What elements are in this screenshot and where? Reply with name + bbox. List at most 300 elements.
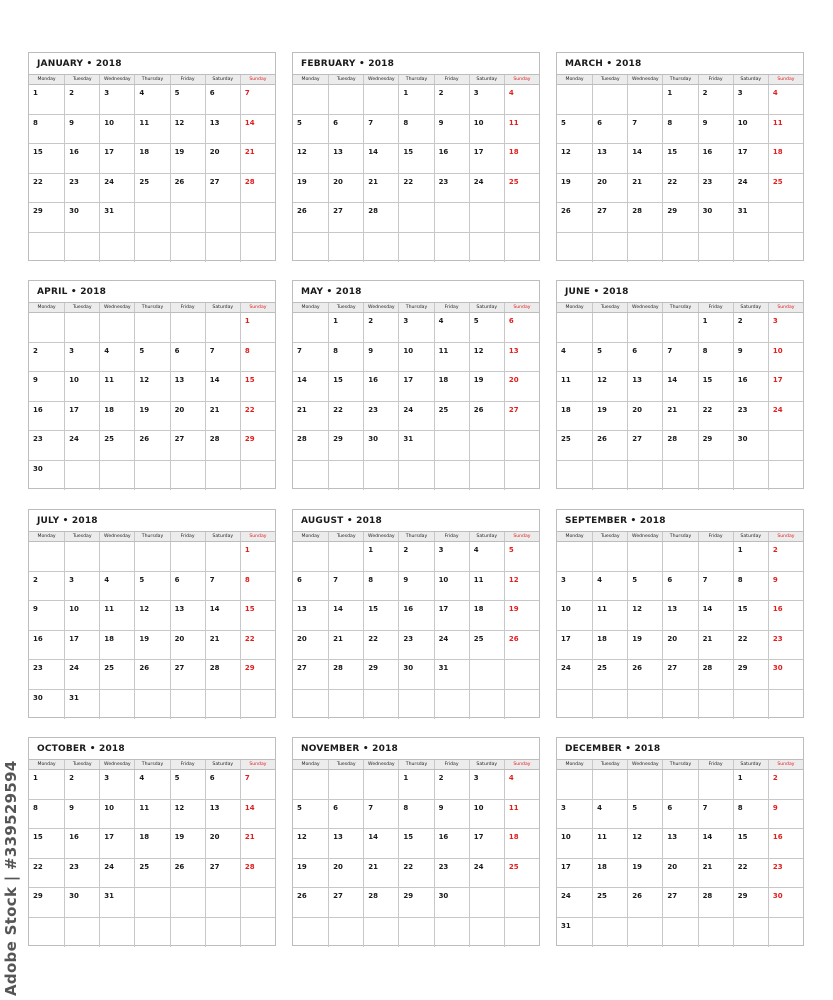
- day-cell: 22: [398, 859, 433, 889]
- day-cell: [328, 461, 363, 491]
- day-cell: 28: [293, 431, 328, 461]
- day-cell: [99, 313, 134, 343]
- day-cell: 31: [64, 690, 99, 720]
- day-cell: [557, 542, 592, 572]
- weekday-label: Sunday: [240, 532, 275, 541]
- day-cell: [557, 461, 592, 491]
- day-grid: [557, 313, 803, 490]
- day-cell: [504, 690, 539, 720]
- day-cell: [698, 770, 733, 800]
- day-cell: [134, 461, 169, 491]
- month-title: MAY • 2018: [301, 287, 362, 297]
- day-cell: [662, 233, 697, 263]
- day-cell: 2: [363, 313, 398, 343]
- day-cell: 16: [733, 372, 768, 402]
- day-cell: 19: [293, 174, 328, 204]
- weekday-label: Friday: [434, 532, 469, 541]
- day-cell: [170, 313, 205, 343]
- day-cell: 11: [557, 372, 592, 402]
- day-cell: 7: [293, 343, 328, 373]
- day-cell: 24: [64, 660, 99, 690]
- day-cell: 30: [733, 431, 768, 461]
- day-cell: [205, 233, 240, 263]
- day-cell: 11: [469, 572, 504, 602]
- day-cell: 13: [205, 800, 240, 830]
- day-cell: [627, 690, 662, 720]
- month-card: [292, 509, 540, 718]
- day-cell: 24: [768, 402, 803, 432]
- day-cell: 8: [363, 572, 398, 602]
- day-cell: 16: [29, 631, 64, 661]
- day-cell: 13: [662, 829, 697, 859]
- day-cell: 16: [64, 829, 99, 859]
- weekday-label: Wednesday: [363, 303, 398, 312]
- weekday-label: Tuesday: [592, 303, 627, 312]
- day-cell: 26: [592, 431, 627, 461]
- day-cell: 18: [434, 372, 469, 402]
- day-cell: 25: [469, 631, 504, 661]
- day-cell: 14: [662, 372, 697, 402]
- weekday-header: [29, 759, 275, 770]
- weekday-label: Tuesday: [328, 532, 363, 541]
- day-cell: 7: [240, 770, 275, 800]
- day-cell: 2: [64, 85, 99, 115]
- day-grid: [293, 313, 539, 490]
- day-cell: 10: [469, 115, 504, 145]
- day-cell: [240, 918, 275, 948]
- day-cell: 23: [363, 402, 398, 432]
- day-cell: 14: [363, 144, 398, 174]
- watermark: Adobe Stock | #339529594: [2, 760, 20, 996]
- day-cell: 12: [170, 800, 205, 830]
- month-title: NOVEMBER • 2018: [301, 744, 399, 754]
- day-cell: 18: [768, 144, 803, 174]
- day-cell: [293, 85, 328, 115]
- day-cell: [434, 690, 469, 720]
- day-cell: 6: [504, 313, 539, 343]
- day-cell: 21: [205, 402, 240, 432]
- day-cell: 2: [29, 572, 64, 602]
- day-cell: 4: [592, 572, 627, 602]
- day-cell: 1: [662, 85, 697, 115]
- day-cell: [504, 431, 539, 461]
- day-cell: 30: [768, 888, 803, 918]
- day-cell: 2: [398, 542, 433, 572]
- day-cell: 21: [662, 402, 697, 432]
- day-cell: 1: [29, 770, 64, 800]
- day-cell: 25: [434, 402, 469, 432]
- weekday-label: Friday: [698, 532, 733, 541]
- day-cell: 7: [363, 800, 398, 830]
- day-cell: 16: [363, 372, 398, 402]
- day-cell: 9: [29, 372, 64, 402]
- weekday-label: Saturday: [469, 75, 504, 84]
- day-cell: 31: [434, 660, 469, 690]
- day-cell: 15: [240, 601, 275, 631]
- weekday-label: Friday: [170, 75, 205, 84]
- day-cell: 9: [434, 115, 469, 145]
- day-cell: [592, 85, 627, 115]
- month-title: SEPTEMBER • 2018: [565, 516, 666, 526]
- day-cell: [698, 690, 733, 720]
- day-cell: [205, 888, 240, 918]
- day-cell: 12: [293, 144, 328, 174]
- weekday-label: Friday: [698, 75, 733, 84]
- day-cell: [293, 313, 328, 343]
- day-cell: 2: [768, 770, 803, 800]
- day-cell: 9: [398, 572, 433, 602]
- day-cell: 28: [205, 431, 240, 461]
- day-cell: 12: [504, 572, 539, 602]
- day-cell: 24: [64, 431, 99, 461]
- day-cell: 10: [469, 800, 504, 830]
- weekday-label: Tuesday: [592, 760, 627, 769]
- day-cell: 29: [240, 431, 275, 461]
- day-cell: [293, 690, 328, 720]
- day-cell: 27: [328, 888, 363, 918]
- weekday-label: Thursday: [134, 303, 169, 312]
- day-cell: 22: [733, 631, 768, 661]
- day-cell: 10: [557, 601, 592, 631]
- day-cell: [64, 542, 99, 572]
- day-cell: 14: [240, 115, 275, 145]
- day-cell: 25: [99, 660, 134, 690]
- day-cell: [469, 660, 504, 690]
- day-cell: 24: [99, 174, 134, 204]
- weekday-label: Saturday: [733, 303, 768, 312]
- day-cell: [434, 918, 469, 948]
- day-cell: 30: [434, 888, 469, 918]
- day-cell: 3: [99, 85, 134, 115]
- weekday-label: Sunday: [768, 303, 803, 312]
- day-cell: [99, 233, 134, 263]
- day-cell: [64, 461, 99, 491]
- day-cell: 7: [205, 343, 240, 373]
- day-cell: 19: [504, 601, 539, 631]
- day-cell: [205, 690, 240, 720]
- day-cell: [557, 313, 592, 343]
- day-cell: 15: [698, 372, 733, 402]
- day-cell: [557, 233, 592, 263]
- day-cell: 14: [363, 829, 398, 859]
- day-cell: 18: [504, 829, 539, 859]
- day-cell: 28: [240, 174, 275, 204]
- day-cell: 22: [733, 859, 768, 889]
- day-cell: 25: [504, 174, 539, 204]
- day-cell: 12: [293, 829, 328, 859]
- day-cell: 5: [293, 115, 328, 145]
- month-card: [292, 280, 540, 489]
- day-cell: 10: [99, 800, 134, 830]
- day-cell: [134, 690, 169, 720]
- day-cell: [662, 542, 697, 572]
- day-cell: [768, 690, 803, 720]
- day-cell: 29: [698, 431, 733, 461]
- day-cell: [469, 918, 504, 948]
- day-cell: 22: [328, 402, 363, 432]
- day-cell: [768, 233, 803, 263]
- day-cell: [733, 233, 768, 263]
- day-cell: [64, 918, 99, 948]
- day-cell: [293, 918, 328, 948]
- month-card: [556, 509, 804, 718]
- day-cell: 17: [64, 402, 99, 432]
- day-cell: 11: [99, 372, 134, 402]
- day-cell: 22: [240, 402, 275, 432]
- weekday-label: Wednesday: [363, 760, 398, 769]
- weekday-label: Saturday: [205, 75, 240, 84]
- weekday-label: Monday: [301, 305, 320, 310]
- day-cell: 1: [240, 542, 275, 572]
- day-grid: [29, 542, 275, 719]
- month-card: [28, 280, 276, 489]
- day-cell: 3: [64, 343, 99, 373]
- day-cell: [240, 203, 275, 233]
- day-cell: 12: [592, 372, 627, 402]
- day-cell: 7: [698, 572, 733, 602]
- day-cell: [469, 461, 504, 491]
- day-cell: 26: [134, 660, 169, 690]
- day-grid: [557, 770, 803, 947]
- day-cell: 24: [733, 174, 768, 204]
- day-cell: 26: [504, 631, 539, 661]
- day-cell: 9: [733, 343, 768, 373]
- day-cell: 27: [627, 431, 662, 461]
- day-cell: 9: [363, 343, 398, 373]
- weekday-label: Monday: [37, 762, 56, 767]
- day-cell: 10: [64, 372, 99, 402]
- day-cell: 16: [64, 144, 99, 174]
- day-cell: 7: [698, 800, 733, 830]
- day-cell: 13: [170, 372, 205, 402]
- month-card: [556, 737, 804, 946]
- day-cell: 17: [398, 372, 433, 402]
- day-grid: [29, 85, 275, 262]
- day-cell: 13: [205, 115, 240, 145]
- day-cell: [170, 690, 205, 720]
- day-cell: [170, 918, 205, 948]
- weekday-label: Sunday: [504, 303, 539, 312]
- day-cell: [29, 918, 64, 948]
- weekday-header: [557, 302, 803, 313]
- day-cell: [557, 85, 592, 115]
- day-cell: 17: [99, 829, 134, 859]
- weekday-label: Saturday: [469, 532, 504, 541]
- day-cell: 27: [504, 402, 539, 432]
- day-cell: 11: [504, 115, 539, 145]
- day-cell: 11: [592, 601, 627, 631]
- weekday-label: Thursday: [398, 532, 433, 541]
- day-grid: [557, 542, 803, 719]
- day-cell: 2: [64, 770, 99, 800]
- day-cell: 20: [293, 631, 328, 661]
- day-cell: 7: [627, 115, 662, 145]
- day-cell: 23: [29, 660, 64, 690]
- day-cell: 28: [662, 431, 697, 461]
- day-cell: 19: [134, 631, 169, 661]
- day-cell: 3: [557, 800, 592, 830]
- day-cell: 20: [328, 174, 363, 204]
- day-cell: 9: [64, 800, 99, 830]
- day-cell: 5: [170, 85, 205, 115]
- weekday-label: Thursday: [398, 760, 433, 769]
- weekday-label: Wednesday: [627, 532, 662, 541]
- day-cell: 20: [170, 402, 205, 432]
- day-cell: [592, 542, 627, 572]
- weekday-label: Wednesday: [627, 760, 662, 769]
- day-cell: 30: [363, 431, 398, 461]
- weekday-header: [557, 759, 803, 770]
- weekday-label: Thursday: [662, 532, 697, 541]
- weekday-label: Tuesday: [592, 75, 627, 84]
- weekday-label: Friday: [434, 75, 469, 84]
- day-cell: 4: [768, 85, 803, 115]
- day-cell: 18: [99, 402, 134, 432]
- day-cell: 18: [469, 601, 504, 631]
- day-cell: 19: [557, 174, 592, 204]
- day-cell: 5: [627, 800, 662, 830]
- day-cell: [592, 313, 627, 343]
- weekday-label: Thursday: [662, 760, 697, 769]
- weekday-label: Monday: [565, 762, 584, 767]
- day-cell: 11: [504, 800, 539, 830]
- day-cell: 20: [170, 631, 205, 661]
- weekday-label: Saturday: [205, 303, 240, 312]
- weekday-label: Friday: [434, 303, 469, 312]
- day-cell: 19: [134, 402, 169, 432]
- weekday-header: [293, 74, 539, 85]
- day-cell: 19: [627, 631, 662, 661]
- day-cell: 20: [662, 859, 697, 889]
- day-cell: 8: [328, 343, 363, 373]
- day-cell: 21: [363, 859, 398, 889]
- month-title: DECEMBER • 2018: [565, 744, 661, 754]
- month-title: APRIL • 2018: [37, 287, 107, 297]
- day-cell: 28: [363, 203, 398, 233]
- day-cell: 6: [170, 572, 205, 602]
- day-cell: [469, 431, 504, 461]
- month-title: FEBRUARY • 2018: [301, 59, 395, 69]
- weekday-label: Tuesday: [64, 532, 99, 541]
- day-cell: 10: [64, 601, 99, 631]
- day-cell: 29: [29, 888, 64, 918]
- day-cell: 2: [733, 313, 768, 343]
- day-cell: 4: [557, 343, 592, 373]
- day-cell: [328, 770, 363, 800]
- weekday-label: Wednesday: [363, 75, 398, 84]
- weekday-label: Sunday: [240, 75, 275, 84]
- weekday-label: Tuesday: [328, 760, 363, 769]
- day-cell: 18: [134, 829, 169, 859]
- day-cell: 12: [469, 343, 504, 373]
- month-title: OCTOBER • 2018: [37, 744, 125, 754]
- day-cell: [293, 233, 328, 263]
- weekday-label: Saturday: [733, 760, 768, 769]
- day-cell: 29: [328, 431, 363, 461]
- day-cell: [398, 203, 433, 233]
- day-cell: 17: [99, 144, 134, 174]
- weekday-label: Tuesday: [592, 532, 627, 541]
- weekday-label: Friday: [698, 303, 733, 312]
- day-cell: 24: [469, 859, 504, 889]
- day-cell: 6: [205, 85, 240, 115]
- day-cell: 20: [205, 829, 240, 859]
- day-cell: [592, 770, 627, 800]
- day-cell: 9: [64, 115, 99, 145]
- day-cell: 21: [205, 631, 240, 661]
- weekday-label: Sunday: [240, 303, 275, 312]
- day-cell: [662, 461, 697, 491]
- day-cell: 12: [557, 144, 592, 174]
- weekday-label: Wednesday: [99, 760, 134, 769]
- day-cell: 10: [557, 829, 592, 859]
- weekday-label: Thursday: [398, 75, 433, 84]
- day-cell: 19: [469, 372, 504, 402]
- day-cell: 21: [328, 631, 363, 661]
- day-cell: 14: [698, 601, 733, 631]
- weekday-label: Monday: [565, 305, 584, 310]
- day-cell: 4: [134, 85, 169, 115]
- weekday-label: Wednesday: [99, 75, 134, 84]
- day-cell: [662, 690, 697, 720]
- day-cell: 23: [698, 174, 733, 204]
- weekday-label: Sunday: [768, 760, 803, 769]
- day-cell: 1: [29, 85, 64, 115]
- day-cell: 19: [627, 859, 662, 889]
- day-cell: 2: [29, 343, 64, 373]
- day-cell: 17: [469, 144, 504, 174]
- day-cell: 28: [240, 859, 275, 889]
- day-cell: 12: [170, 115, 205, 145]
- day-cell: [504, 233, 539, 263]
- day-grid: [293, 542, 539, 719]
- day-cell: 6: [662, 800, 697, 830]
- month-card: [556, 280, 804, 489]
- day-cell: 25: [557, 431, 592, 461]
- day-cell: [557, 690, 592, 720]
- day-cell: 3: [99, 770, 134, 800]
- day-cell: 19: [170, 144, 205, 174]
- weekday-label: Monday: [301, 762, 320, 767]
- day-cell: [698, 461, 733, 491]
- day-cell: 21: [240, 829, 275, 859]
- day-cell: 6: [592, 115, 627, 145]
- day-cell: 23: [29, 431, 64, 461]
- day-cell: 27: [293, 660, 328, 690]
- day-cell: 31: [398, 431, 433, 461]
- day-cell: 11: [134, 800, 169, 830]
- day-cell: [504, 203, 539, 233]
- day-cell: [627, 918, 662, 948]
- month-card: [28, 52, 276, 261]
- day-cell: [698, 233, 733, 263]
- day-cell: 9: [698, 115, 733, 145]
- weekday-label: Friday: [170, 532, 205, 541]
- day-cell: [698, 918, 733, 948]
- day-cell: 29: [398, 888, 433, 918]
- day-cell: 3: [469, 85, 504, 115]
- day-cell: 4: [504, 85, 539, 115]
- day-cell: 21: [698, 631, 733, 661]
- day-cell: 1: [240, 313, 275, 343]
- day-cell: [363, 461, 398, 491]
- day-cell: 21: [627, 174, 662, 204]
- day-cell: 3: [64, 572, 99, 602]
- day-cell: [29, 233, 64, 263]
- day-cell: [733, 461, 768, 491]
- day-cell: 25: [504, 859, 539, 889]
- day-cell: [328, 690, 363, 720]
